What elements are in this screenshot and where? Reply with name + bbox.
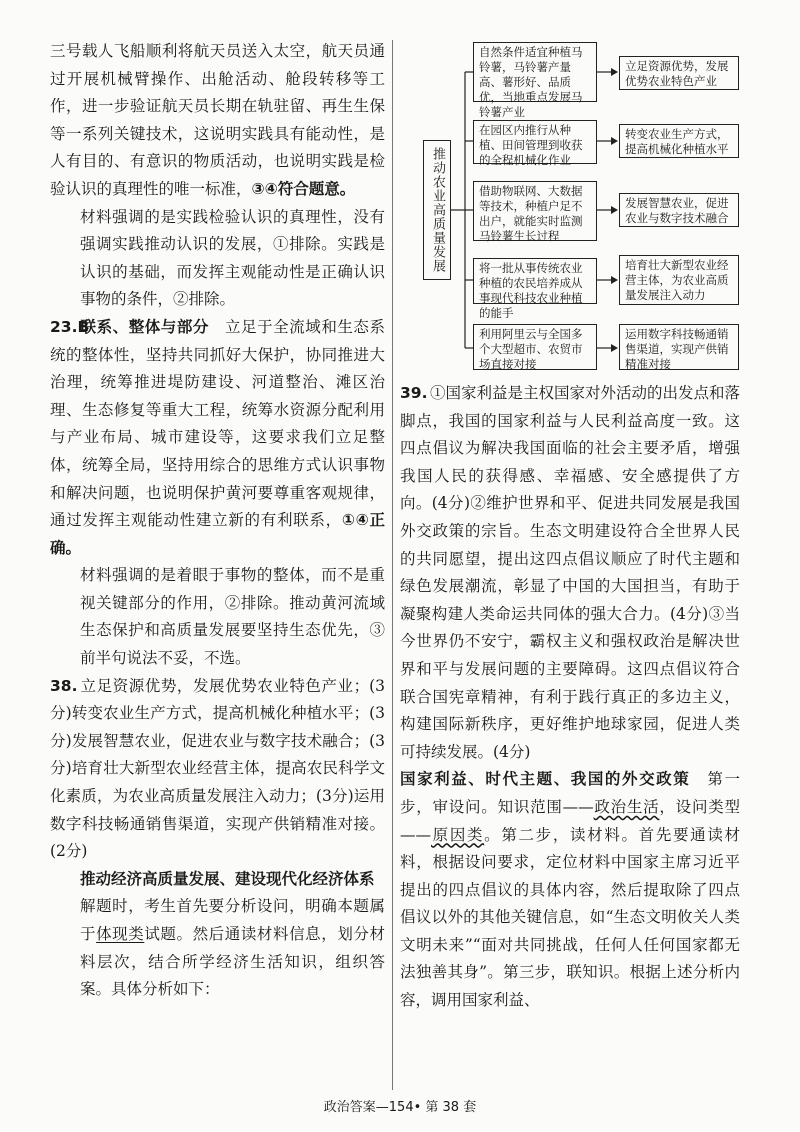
question-number: 23.B — [50, 317, 90, 336]
material-box: 利用阿里云与全国多个大型超市、农贸市场直接对接 — [473, 324, 597, 370]
analysis-diagram — [415, 40, 760, 375]
analysis-paragraph: 国家利益、时代主题、我国的外交政策 第一步，审设问。知识范围——政治生活，设问类型——原因类。第二步，读材料。首先要通读材料，根据设问要求，定位材料中国家主席习近平提出的四点倡议的具体内容，然后提取除了四点倡议以外的其他关键信息，如“生态文明攸关人类文明未来”“面对共同挑战，任何人任何国家都无法独善其身”。第三步，联知识。根据上述分析内容，调用国家利益、 — [400, 770, 740, 1010]
material-box: 自然条件适宜种植马铃薯，马铃薯产量高、薯形好、品质优，当地重点发展马铃薯产业 — [473, 42, 597, 102]
knowledge-tag: 联系、整体与部分 — [80, 317, 209, 336]
page-footer: 政治答案—154• 第 38 套 — [323, 1100, 477, 1115]
knowledge-tag: 推动经济高质量发展、建设现代化经济体系 — [80, 869, 375, 888]
left-column — [50, 38, 385, 1004]
question-number: 39. — [400, 384, 428, 402]
answer-box: 发展智慧农业，促进农业与数字技术融合 — [619, 193, 739, 227]
question-23: 23.B联系、整体与部分 立足于全流域和生态系统的整体性，坚持共同抓好大保护，协同推进大治理，统筹推进堤防建设、河道整治、滩区治理、生态修复等重大工程，统筹水资源分配利用与产业布局、城市建设等，这要求我们立足整体，统筹全局，坚持用综合的思维方式认识事物和解决问题，也说明保护黄河要尊重客观规律，通过发挥主观能动性建立新的有利联系，①④正确。 — [50, 314, 385, 562]
question-number: 38. — [50, 676, 78, 695]
answer-box: 转变农业生产方式，提高机械化种植水平 — [619, 124, 739, 158]
paragraph: 材料强调的是着眼于事物的整体，而不是重视关键部分的作用，②排除。推动黄河流域生态保护和高质量发展要坚持生态优先，③前半句说法不妥，不选。 — [80, 566, 385, 668]
diagram-root: 推动农业高质量发展 — [423, 140, 451, 280]
answer-box: 立足资源优势，发展优势农业特色产业 — [619, 56, 739, 90]
material-box: 借助物联网、大数据等技术，种植户足不出户，就能实时监测马铃薯生长过程 — [473, 181, 597, 241]
question-39: 39. ①国家利益是主权国家对外活动的出发点和落脚点，我国的国家利益与人民利益高度一致。这四点倡议为解决我国面临的社会主要矛盾，增强我国人民的获得感、幸福感、安全感提供了方向。(4分)②维护世界和平、促进共同发展是我国外交政策的宗旨。生态文明建设符合全世界人民的共同愿望，提出这四点倡议顺应了时代主题和绿色发展潮流，彰显了中国的大国担当，有助于凝聚构建人类命运共同体的强大合力。(4分)③当今世界仍不安宁，霸权主义和强权政治是解决世界和平与发展问题的主要障碍。这四点倡议符合联合国宪章精神，有利于践行真正的多边主义，构建国际新秩序，更好维护地球家园，促进人类可持续发展。(4分) — [400, 380, 740, 766]
right-column — [400, 380, 740, 1015]
paragraph: 解题时，考生首先要分析设问，明确本题属于体现类试题。然后通读材料信息，划分材料层次，结合所学经济生活知识，组织答案。具体分析如下： — [80, 897, 385, 999]
paragraph: 三号载人飞船顺利将航天员送入太空，航天员通过开展机械臂操作、出舱活动、舱段转移等工作，进一步验证航天员长期在轨驻留、再生生保等一系列关键技术，这说明实践具有能动性，是人有目的、有意识的物质活动，也说明实践是检验认识的真理性的唯一标准，③④符合题意。 — [50, 42, 385, 198]
material-box: 在园区内推行从种植、田间管理到收获的全程机械化作业 — [473, 120, 597, 164]
answer-box: 运用数字科技畅通销售渠道，实现产供销精准对接 — [619, 324, 739, 370]
knowledge-tag: 国家利益、时代主题、我国的外交政策 — [400, 770, 691, 789]
paragraph: 材料强调的是实践检验认识的真理性，没有强调实践推动认识的发展，①排除。实践是认识的基础，而发挥主观能动性是正确认识事物的条件，②排除。 — [80, 207, 385, 309]
material-box: 将一批从事传统农业种植的农民培养成从事现代科技农业种植的能手 — [473, 258, 597, 304]
question-38: 38. 立足资源优势，发展优势农业特色产业；(3分)转变农业生产方式，提高机械化种植水平；(3分)发展智慧农业，促进农业与数字技术融合；(3分)培育壮大新型农业经营主体，提高农民科学文化素质，为农业高质量发展注入动力；(3分)运用数字科技畅通销售渠道，实现产供销精准对接。(2分) — [50, 673, 385, 866]
column-divider — [392, 40, 393, 1090]
answer-box: 培育壮大新型农业经营主体，为农业高质量发展注入动力 — [619, 255, 739, 305]
